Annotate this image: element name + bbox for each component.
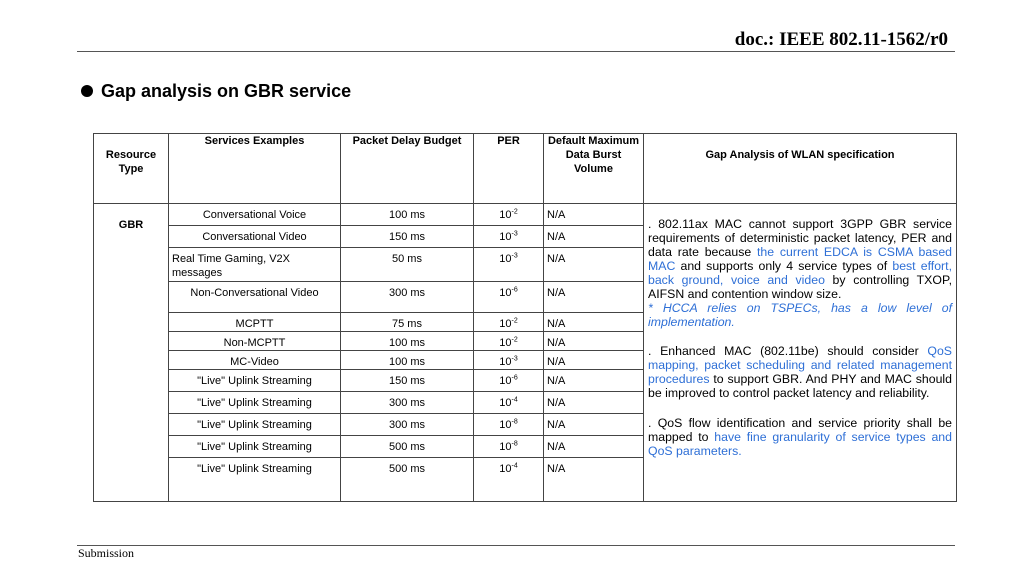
burst-volume-cell: N/A	[544, 414, 644, 436]
per-cell	[474, 436, 544, 458]
per-cell	[474, 248, 544, 282]
burst-volume-cell: N/A	[544, 226, 644, 248]
burst-volume-cell: N/A	[544, 458, 644, 502]
service-example-cell: Non-Conversational Video	[169, 282, 341, 313]
gap-paragraph-mac	[648, 214, 952, 329]
gap-text: . 802.11ax MAC cannot support 3GPP GBR service requirements of deterministic packet latency, PER and data rate because	[648, 217, 952, 259]
packet-delay-cell: 500 ms	[341, 436, 474, 458]
gap-analysis-cell	[644, 204, 957, 502]
burst-volume-cell: N/A	[544, 370, 644, 392]
gap-text: by controlling TXOP, AIFSN and contention window size.	[648, 273, 952, 301]
gap-highlight: have fine granularity of service types and QoS parameters.	[648, 429, 952, 458]
service-example-cell: MCPTT	[169, 313, 341, 332]
service-example-cell: "Live" Uplink Streaming	[169, 370, 341, 392]
table-header-row	[94, 134, 957, 204]
per-cell	[474, 458, 544, 502]
doc-id: doc.: IEEE 802.11-1562/r0	[734, 29, 948, 50]
table-body	[94, 204, 957, 502]
packet-delay-cell: 300 ms	[341, 282, 474, 313]
service-example-cell: "Live" Uplink Streaming	[169, 436, 341, 458]
per-exponent: -8	[511, 440, 518, 448]
service-example-cell: Conversational Video	[169, 226, 341, 248]
packet-delay-cell: 100 ms	[341, 204, 474, 226]
service-example-cell: Real Time Gaming, V2X messages	[169, 248, 341, 282]
packet-delay-cell: 100 ms	[341, 332, 474, 351]
per-exponent: -4	[511, 396, 518, 404]
packet-delay-cell: 500 ms	[341, 458, 474, 502]
header-divider	[77, 51, 955, 52]
header-gap-analysis: Gap Analysis of WLAN specification	[644, 134, 957, 204]
per-exponent: -3	[511, 230, 518, 238]
burst-volume-cell: N/A	[544, 282, 644, 313]
per-exponent: -6	[511, 374, 518, 382]
burst-volume-cell: N/A	[544, 392, 644, 414]
per-base: 10	[499, 287, 512, 299]
per-base: 10	[499, 441, 512, 453]
gap-highlight: best effort, back ground, voice and video	[648, 259, 952, 287]
service-example-cell: MC-Video	[169, 351, 341, 370]
per-exponent: -4	[511, 462, 518, 470]
per-base: 10	[499, 463, 512, 475]
per-exponent: -2	[511, 336, 518, 344]
service-example-cell: Conversational Voice	[169, 204, 341, 226]
per-base: 10	[499, 397, 512, 409]
per-base: 10	[499, 419, 512, 431]
per-exponent: -3	[511, 355, 518, 363]
burst-volume-cell: N/A	[544, 248, 644, 282]
per-cell	[474, 282, 544, 313]
service-example-cell: "Live" Uplink Streaming	[169, 392, 341, 414]
packet-delay-cell: 150 ms	[341, 370, 474, 392]
resource-type-cell: GBR	[94, 204, 169, 502]
per-cell	[474, 313, 544, 332]
packet-delay-cell: 150 ms	[341, 226, 474, 248]
per-cell	[474, 226, 544, 248]
per-base: 10	[499, 318, 512, 330]
header-resource-type: Resource Type	[94, 134, 169, 204]
per-exponent: -2	[511, 317, 518, 325]
per-exponent: -8	[511, 418, 518, 426]
gap-paragraph-qos-flow	[648, 416, 952, 458]
per-base: 10	[499, 337, 512, 349]
per-base: 10	[499, 375, 512, 387]
gbr-gap-table	[93, 133, 957, 502]
service-example-cell: Non-MCPTT	[169, 332, 341, 351]
per-cell	[474, 351, 544, 370]
per-cell	[474, 392, 544, 414]
per-cell	[474, 414, 544, 436]
packet-delay-cell: 300 ms	[341, 414, 474, 436]
gap-paragraph-enhanced-mac	[648, 344, 952, 400]
page-title: Gap analysis on GBR service	[101, 81, 352, 101]
gap-highlight: the current EDCA is CSMA based MAC	[648, 245, 952, 273]
burst-volume-cell: N/A	[544, 313, 644, 332]
per-cell	[474, 370, 544, 392]
per-base: 10	[499, 253, 512, 265]
table-row	[94, 204, 957, 226]
per-exponent: -6	[511, 286, 518, 294]
per-base: 10	[499, 209, 512, 221]
service-example-cell: "Live" Uplink Streaming	[169, 414, 341, 436]
gap-text: and supports only 4 service types of	[675, 259, 893, 273]
gap-note-hcca: * HCCA relies on TSPECs, has a low level of implementation.	[648, 301, 952, 329]
burst-volume-cell: N/A	[544, 436, 644, 458]
burst-volume-cell: N/A	[544, 332, 644, 351]
gap-text: . Enhanced MAC (802.11be) should consider	[648, 344, 928, 359]
header-packet-delay: Packet Delay Budget	[341, 134, 474, 204]
service-example-cell: "Live" Uplink Streaming	[169, 458, 341, 502]
burst-volume-cell: N/A	[544, 351, 644, 370]
gap-highlight: QoS mapping, packet scheduling and related management procedures	[648, 344, 952, 387]
header-per: PER	[474, 134, 544, 204]
per-cell	[474, 332, 544, 351]
footer-divider	[77, 545, 955, 546]
packet-delay-cell: 50 ms	[341, 248, 474, 282]
burst-volume-cell: N/A	[544, 204, 644, 226]
packet-delay-cell: 300 ms	[341, 392, 474, 414]
gap-text: . QoS flow identification and service priority shall be mapped to	[648, 415, 952, 444]
gap-text: to support GBR. And PHY and MAC should be improved to control packet latency and reliability.	[648, 372, 952, 401]
per-base: 10	[499, 231, 512, 243]
packet-delay-cell: 75 ms	[341, 313, 474, 332]
per-exponent: -2	[511, 208, 518, 216]
footer-label: Submission	[78, 546, 135, 560]
header-services-examples: Services Examples	[169, 134, 341, 204]
per-exponent: -3	[511, 252, 518, 260]
bullet-icon	[81, 85, 93, 97]
packet-delay-cell: 100 ms	[341, 351, 474, 370]
per-cell	[474, 204, 544, 226]
per-base: 10	[499, 356, 512, 368]
header-burst-volume: Default Maximum Data Burst Volume	[544, 134, 644, 204]
